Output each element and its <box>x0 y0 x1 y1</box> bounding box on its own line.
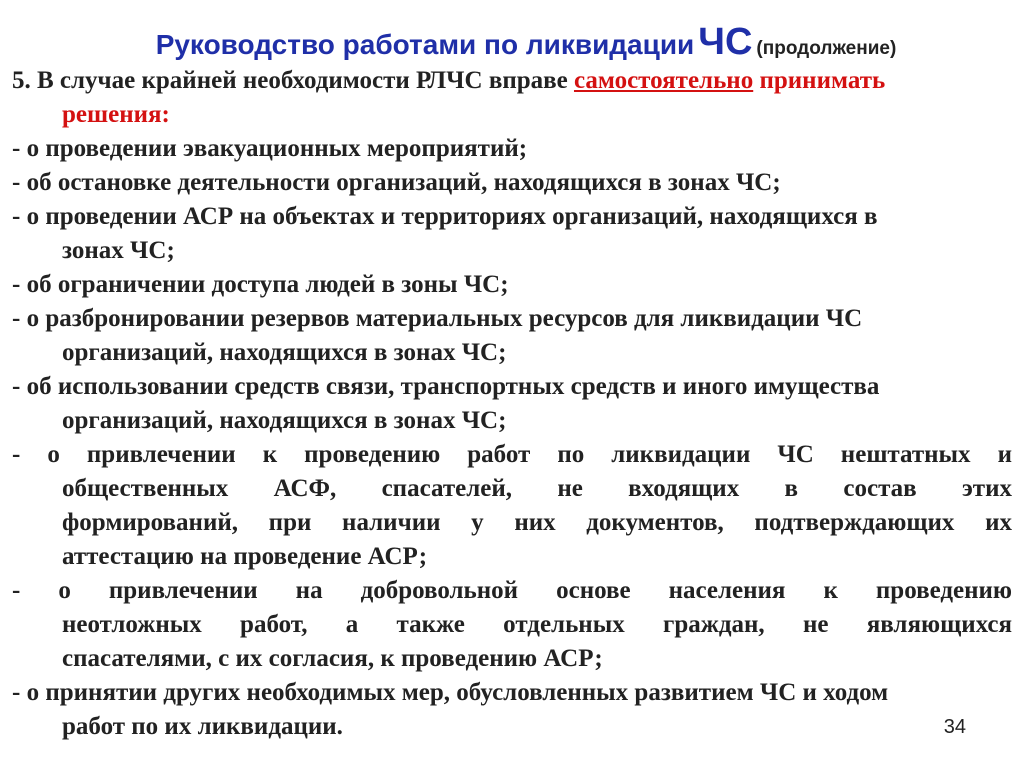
list-item-rescue-ops-cont: зонах ЧС; <box>62 237 175 264</box>
title-accent: ЧС <box>698 21 753 63</box>
list-item-rescue-ops: - о проведении АСР на объектах и территориях организаций, находящихся в <box>12 203 878 230</box>
list-item-reserves: - о разбронировании резервов материальных ресурсов для ликвидации ЧС <box>12 305 863 332</box>
list-item-reserves-cont: организаций, находящихся в зонах ЧС; <box>62 339 507 366</box>
list-item-volunteers-cont-1: неотложных работ, а также отдельных граждан, не являющихся <box>62 611 1012 638</box>
list-item-volunteers-cont-2: спасателями, с их согласия, к проведению АСР; <box>62 645 603 672</box>
list-item-volunteers: - о привлечении на добровольной основе населения к проведению <box>12 577 1012 604</box>
list-item-formations-cont-1: общественных АСФ, спасателей, не входящих в состав этих <box>62 475 1012 502</box>
list-item-halt-activity: - об остановке деятельности организаций, находящихся в зонах ЧС; <box>12 169 781 196</box>
title-main: Руководство работами по ликвидации <box>155 29 695 60</box>
list-item-communications-cont: организаций, находящихся в зонах ЧС; <box>62 407 507 434</box>
intro-emphasis: самостоятельно <box>573 67 754 94</box>
list-item-other-measures-cont: работ по их ликвидации. <box>62 713 343 740</box>
intro-line <box>12 64 1012 98</box>
title-subtitle: (продолжение) <box>756 38 897 59</box>
list-item-other-measures: - о принятии других необходимых мер, обусловленных развитием ЧС и ходом <box>12 679 889 706</box>
list-item-access-restriction: - об ограничении доступа людей в зоны ЧС; <box>12 271 509 298</box>
list-item-formations-cont-3: аттестацию на проведение АСР; <box>62 543 428 570</box>
intro-continuation: решения: <box>62 101 170 128</box>
list-item-evacuation: - о проведении эвакуационных мероприятий; <box>12 135 528 162</box>
intro-lead: 5. В случае крайней необходимости РЛЧС вправе <box>12 67 568 94</box>
intro-rest: принимать <box>759 67 886 94</box>
slide-title <box>40 20 1012 64</box>
list-item-formations: - о привлечении к проведению работ по ликвидации ЧС нештатных и <box>12 441 1012 468</box>
list-item-communications: - об использовании средств связи, транспортных средств и иного имущества <box>12 373 880 400</box>
list-item-formations-cont-2: формирований, при наличии у них документов, подтверждающих их <box>62 509 1012 536</box>
page-number: 34 <box>943 716 966 738</box>
